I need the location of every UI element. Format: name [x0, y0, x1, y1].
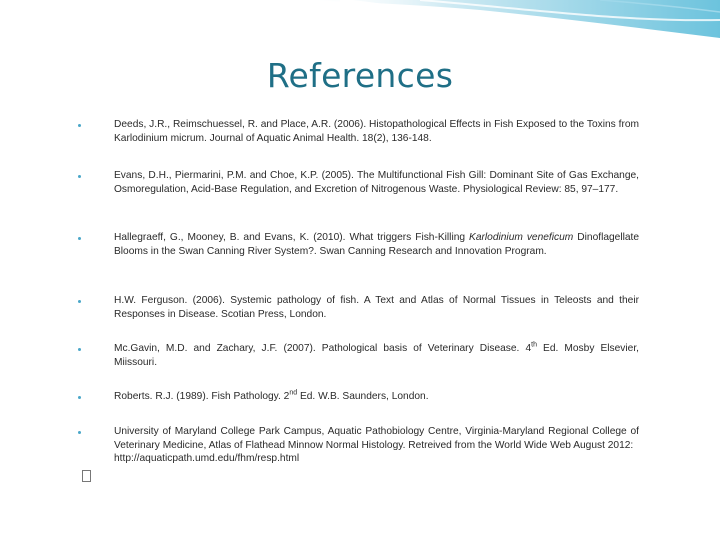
missing-glyph-icon — [82, 470, 91, 482]
bullet-icon — [78, 237, 81, 240]
bullet-icon — [78, 431, 81, 434]
reference-url[interactable]: http://aquaticpath.umd.edu/fhm/resp.html — [114, 453, 300, 464]
reference-text: H.W. Ferguson. (2006). Systemic pathology of fish. A Text and Atlas of Normal Tissues in Teleosts and their Responses in Disease. Scotian Press, London. — [114, 295, 639, 320]
reference-text: University of Maryland College Park Campus, Aquatic Pathobiology Centre, Virginia-Maryland Regional College of Veterinary Medicine, Atlas of Flathead Minnow Normal Histology. Retreived from the World Wide Web August 2012: http://aquaticpath.umd.edu/fhm/resp.html — [114, 426, 639, 464]
reference-text: Evans, D.H., Piermarini, P.M. and Choe, K.P. (2005). The Multifunctional Fish Gill: Dominant Site of Gas Exchange, Osmoregulation, Acid-Base Regulation, and Excretion of Nitrogenous Waste. Physiological Review: 85, 97–177. — [114, 170, 639, 195]
reference-text: Roberts. R.J. (1989). Fish Pathology. 2nd Ed. W.B. Saunders, London. — [114, 389, 429, 402]
bullet-icon — [78, 396, 81, 399]
reference-text: Deeds, J.R., Reimschuessel, R. and Place, A.R. (2006). Histopathological Effects in Fish Exposed to the Toxins from Karlodinium micrum. Journal of Aquatic Animal Health. 18(2), 136-148. — [114, 119, 639, 144]
reference-text: Hallegraeff, G., Mooney, B. and Evans, K. (2010). What triggers Fish-Killing Karlodinium veneficum Dinoflagellate Blooms in the Swan Canning River System?. Swan Canning Research and Innovation Program. — [114, 232, 640, 257]
bullet-icon — [78, 300, 81, 303]
bullet-icon — [78, 175, 81, 178]
reference-text: Mc.Gavin, M.D. and Zachary, J.F. (2007). Pathological basis of Veterinary Disease. 4th Ed. Mosby Elsevier, Miissouri. — [114, 341, 639, 368]
page-title: References — [266, 56, 454, 95]
bullet-icon — [78, 348, 81, 351]
bullet-icon — [78, 124, 81, 127]
species-name: Karlodinium veneficum — [469, 232, 574, 243]
header-swoosh-decoration — [0, 0, 720, 60]
